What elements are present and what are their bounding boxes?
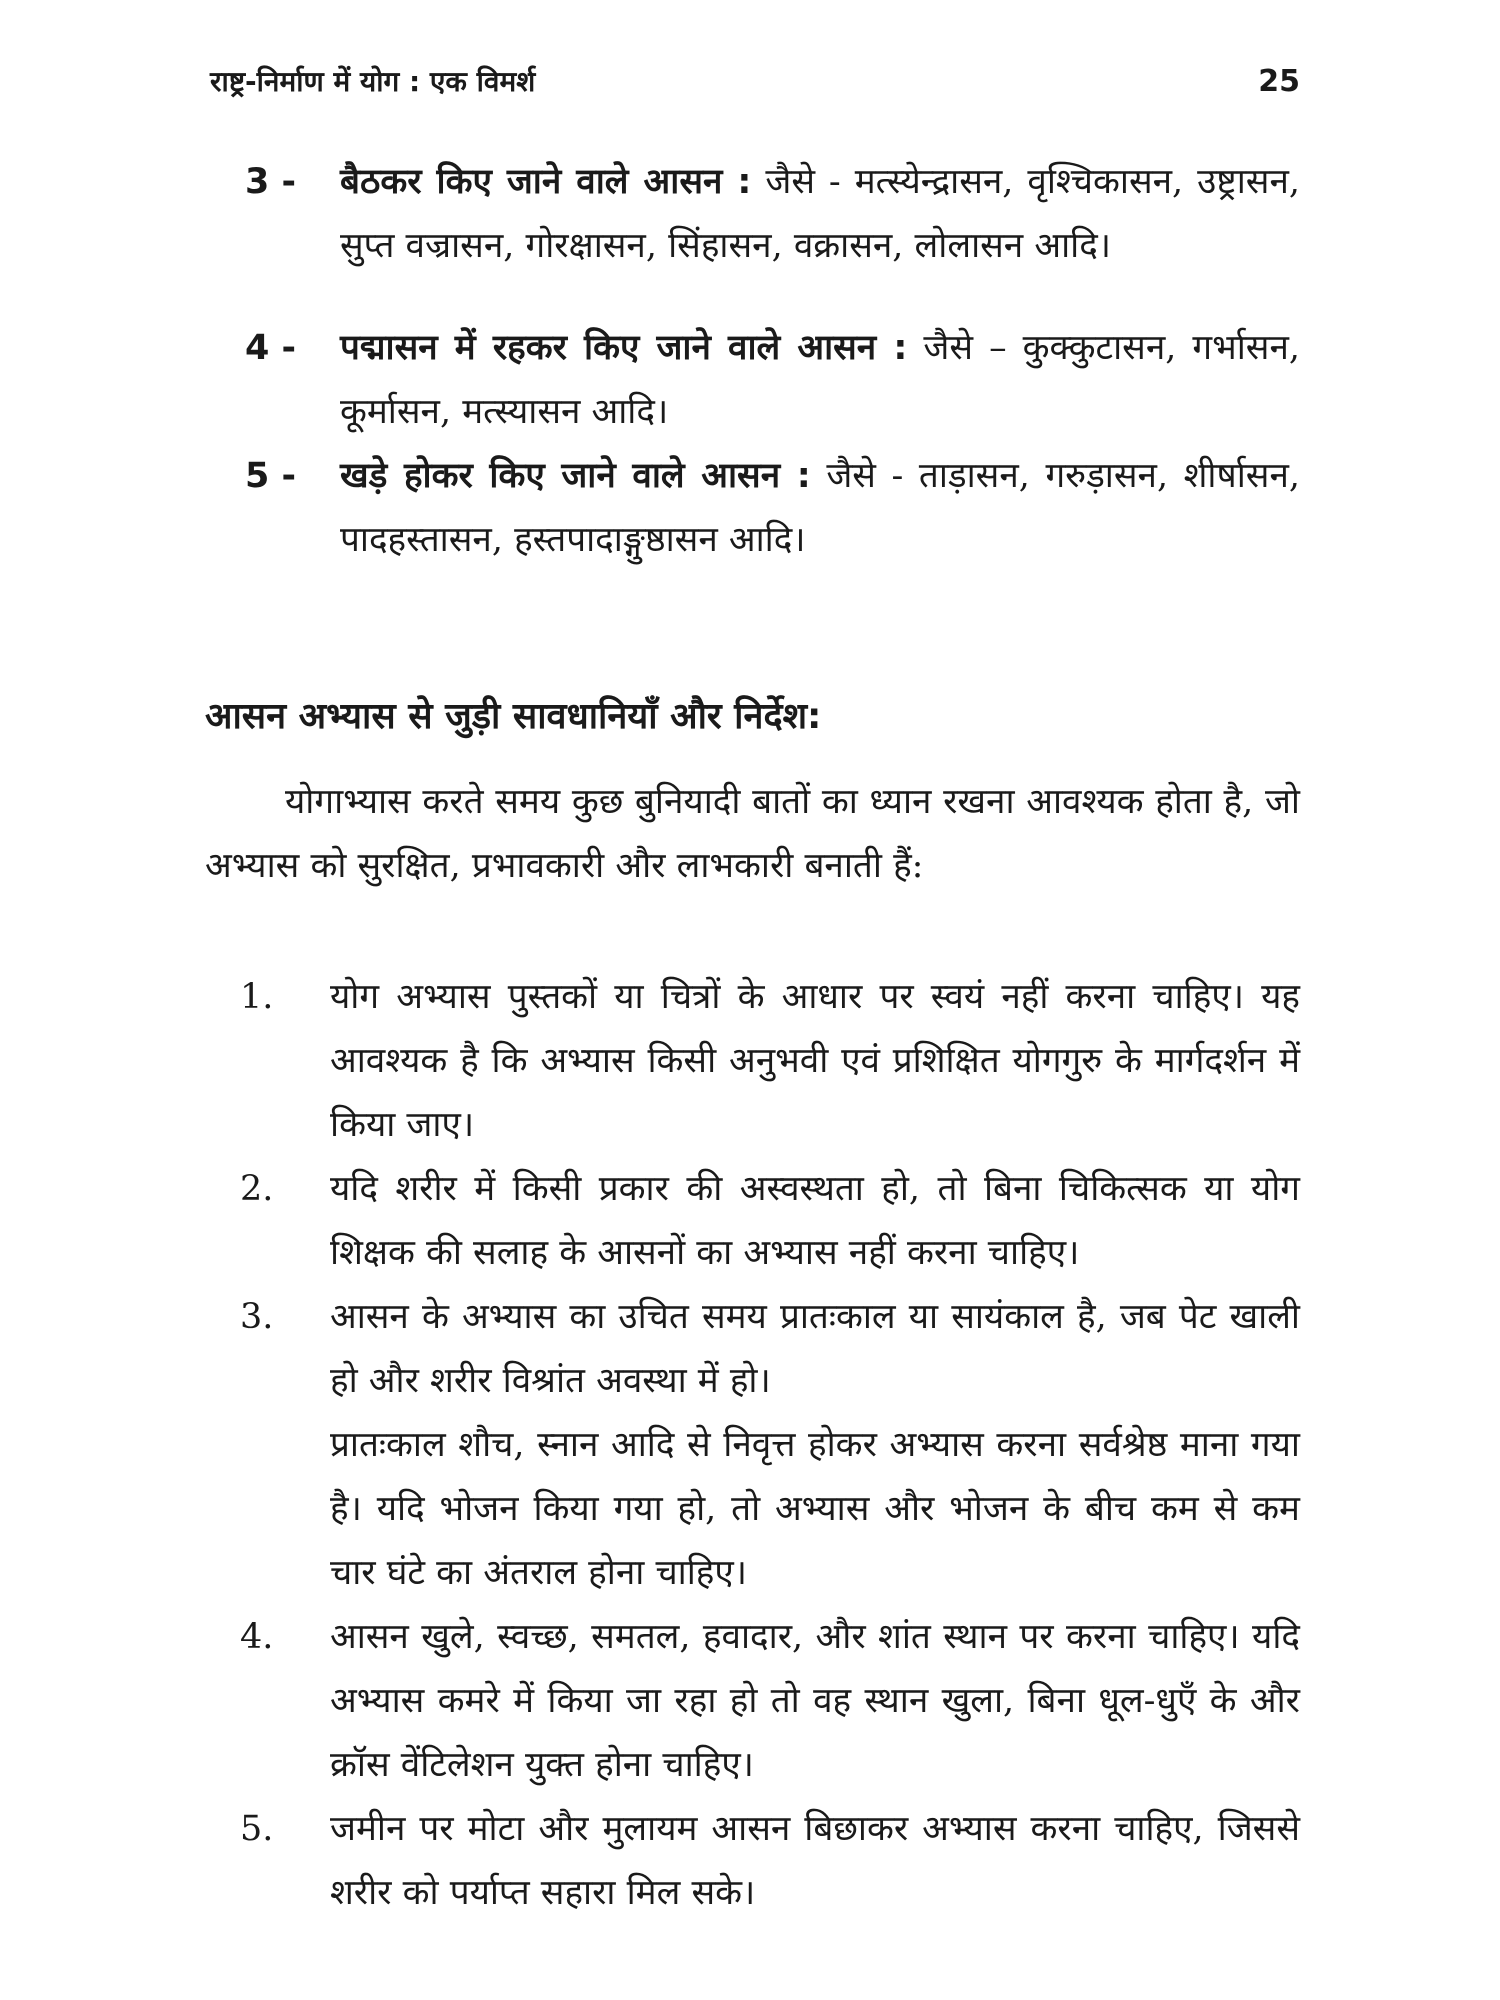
intro-paragraph: योगाभ्यास करते समय कुछ बुनियादी बातों का ध्यान रखना आवश्यक होता है, जो अभ्यास को सुरक्षित, प्रभावकारी और लाभकारी बनाती हैं:: [205, 782, 1300, 886]
category-title: पद्मासन में रहकर किए जाने वाले आसन :: [340, 328, 908, 368]
list-item-number: 3.: [240, 1297, 274, 1337]
category-body: [340, 150, 1300, 278]
category-number: 5 -: [245, 456, 297, 496]
list-item-text: योग अभ्यास पुस्तकों या चित्रों के आधार पर स्वयं नहीं करना चाहिए। यह आवश्यक है कि अभ्यास किसी अनुभवी एवं प्रशिक्षित योगगुरु के मार्गदर्शन में किया जाए।: [330, 977, 1300, 1145]
category-title: खड़े होकर किए जाने वाले आसन :: [340, 456, 811, 496]
list-item-content: [330, 1285, 1300, 1605]
asana-category-item: [245, 316, 1300, 444]
list-item: [205, 965, 1300, 1157]
list-item-number: 5.: [240, 1809, 274, 1849]
list-item: [205, 1605, 1300, 1797]
category-number: 4 -: [245, 328, 297, 368]
list-item: [205, 1797, 1300, 1925]
category-title: बैठकर किए जाने वाले आसन :: [340, 162, 752, 202]
category-text: जैसे - मत्स्येन्द्रासन, वृश्चिकासन, उष्ट्रासन, सुप्त वज्रासन, गोरक्षासन, सिंहासन, वक्रासन, लोलासन आदि।: [340, 162, 1300, 266]
list-item-number: 4.: [240, 1617, 274, 1657]
list-item-text: जमीन पर मोटा और मुलायम आसन बिछाकर अभ्यास करना चाहिए, जिससे शरीर को पर्याप्त सहारा मिल सके।: [330, 1809, 1300, 1913]
list-item: [205, 1285, 1300, 1605]
section-heading: आसन अभ्यास से जुड़ी सावधानियाँ और निर्देश:: [205, 696, 822, 737]
list-item-number: 1.: [240, 977, 274, 1017]
list-item-text: आसन के अभ्यास का उचित समय प्रातःकाल या सायंकाल है, जब पेट खाली हो और शरीर विश्रांत अवस्था में हो।: [330, 1297, 1300, 1401]
asana-category-item: [245, 150, 1300, 278]
list-item-text: यदि शरीर में किसी प्रकार की अस्वस्थता हो, तो बिना चिकित्सक या योग शिक्षक की सलाह के आसनों का अभ्यास नहीं करना चाहिए।: [330, 1169, 1300, 1273]
running-title: राष्ट्र-निर्माण में योग : एक विमर्श: [210, 65, 536, 98]
list-item-text: आसन खुले, स्वच्छ, समतल, हवादार, और शांत स्थान पर करना चाहिए। यदि अभ्यास कमरे में किया जा रहा हो तो वह स्थान खुला, बिना धूल-धुएँ के और क्रॉस वेंटिलेशन युक्त होना चाहिए।: [330, 1617, 1300, 1785]
list-item-number: 2.: [240, 1169, 274, 1209]
page-header: [210, 62, 1300, 100]
asana-category-list: [245, 150, 1300, 572]
list-item: [205, 1157, 1300, 1285]
category-text: जैसे – कुक्कुटासन, गर्भासन, कूर्मासन, मत्स्यासन आदि।: [340, 328, 1300, 432]
asana-category-item: [245, 444, 1300, 572]
category-body: [340, 316, 1300, 444]
category-number: 3 -: [245, 162, 297, 202]
list-item-continuation: प्रातःकाल शौच, स्नान आदि से निवृत्त होकर अभ्यास करना सर्वश्रेष्ठ माना गया है। यदि भोजन किया गया हो, तो अभ्यास और भोजन के बीच कम से कम चार घंटे का अंतराल होना चाहिए।: [330, 1425, 1300, 1593]
precautions-list: [205, 965, 1300, 1925]
category-text: जैसे - ताड़ासन, गरुड़ासन, शीर्षासन, पादहस्तासन, हस्तपादाङ्गुष्ठासन आदि।: [340, 456, 1300, 560]
page-number: 25: [1258, 64, 1300, 99]
category-body: [340, 444, 1300, 572]
